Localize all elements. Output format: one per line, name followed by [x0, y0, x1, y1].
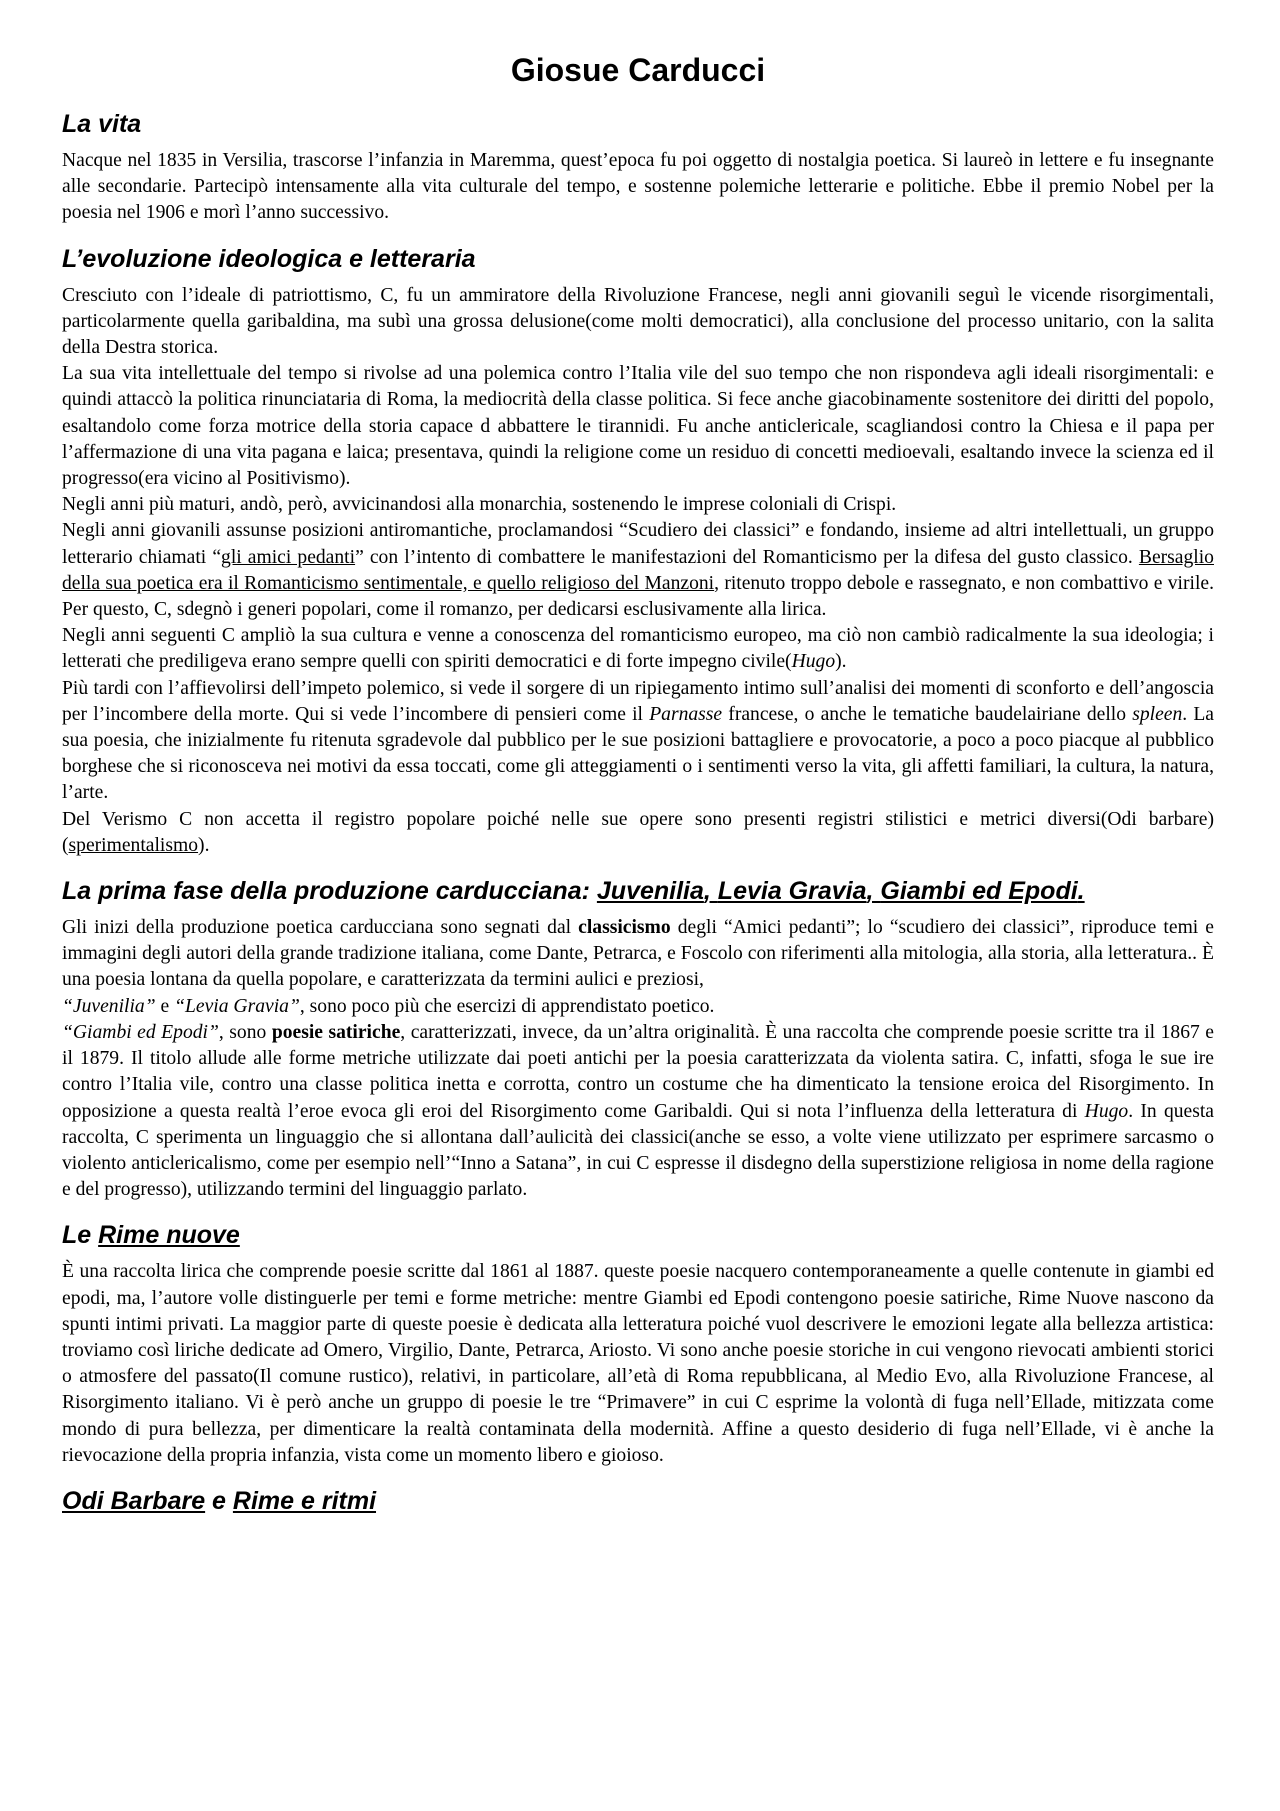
italic-text: “Giambi ed Epodi”	[62, 1021, 219, 1043]
paragraph	[62, 994, 1214, 1020]
paragraph	[62, 915, 1214, 994]
text: . La sua poesia, che inizialmente fu ritenuta sgradevole dal pubblico per le sue posizioni battagliere e provocatorie, a poco a poco piacque al pubblico borghese che si riconosceva nei motivi da essa toccati, come gli atteggiamenti o i sentimenti verso la vita, gli affetti familiari, la cultura, la natura, l’arte.	[62, 703, 1215, 804]
text: Del Verismo C non accetta il registro popolare poiché nelle sue opere sono presenti registri stilistici e metrici diversi(Odi barbare)(	[62, 808, 1214, 856]
heading-text: La prima fase della produzione carducciana:	[62, 877, 597, 906]
section-la-vita	[62, 108, 1214, 227]
heading-text: e	[205, 1486, 233, 1515]
section-evoluzione	[62, 243, 1214, 859]
text: Negli anni seguenti C ampliò la sua cultura e venne a conoscenza del romanticismo europeo, ma ciò non cambiò radicalmente la sua ideologia; i letterati che prediligeva erano sempre quelli con spiriti democratici e di forte impegno civile(	[62, 625, 1214, 673]
section-odi-barbare	[62, 1485, 1214, 1517]
underlined-text: sperimentalismo	[68, 834, 199, 856]
bold-text: classicismo	[578, 917, 671, 939]
text: ” con l’intento di combattere le manifestazioni del Romanticismo per la difesa del gusto classico.	[355, 546, 1139, 568]
text: Gli inizi della produzione poetica carducciana sono segnati dal	[62, 917, 579, 939]
text: Negli anni giovanili assunse posizioni antiromantiche, proclamandosi “Scudiero dei classici” e fondando, insieme ad altri intellettuali, un gruppo letterario chiamati “	[62, 520, 1214, 568]
italic-text: Parnasse	[649, 703, 723, 725]
section-heading: La vita	[62, 110, 142, 138]
text: degli “Amici pedanti”; lo “scudiero dei classici”, riproduce temi e immagini degli autori della grande tradizione italiana, come Dante, Petrarca, e Foscolo con riferimenti alla mitologia, alla storia, alla letteratura.. È una poesia lontana da quella popolare, e caratterizzata da termini aulici e preziosi,	[62, 917, 1215, 991]
heading-underlined: Odi Barbare	[62, 1486, 206, 1515]
text: ).	[198, 834, 210, 856]
italic-text: Hugo	[791, 651, 836, 673]
section-heading	[62, 875, 1214, 907]
paragraph	[62, 1020, 1214, 1203]
paragraph: La sua vita intellettuale del tempo si rivolse ad una polemica contro l’Italia vile del suo tempo che non rispondeva agli ideali risorgimentali: e quindi attaccò la politica rinunciataria di Roma, la mediocrità della classe politica. Si fece anche giacobinamente sostenitore dei diritti del popolo, esaltandolo come forza motrice della storia capace d abbattere le tirannidi. Fu anche anticlericale, scagliandosi contro la Chiesa e il papa per l’affermazione di una vita pagana e laica; presentava, quindi la religione come un residuo di concetti medioevali, esaltando invece la scienza ed il progresso(era vicino al Positivismo).	[62, 363, 1214, 490]
paragraph	[62, 676, 1214, 807]
text: , sono poco più che esercizi di apprendistato poetico.	[299, 995, 715, 1017]
heading-underlined: Levia Gravia	[717, 877, 867, 906]
section-heading	[62, 1485, 1214, 1517]
section-prima-fase	[62, 875, 1214, 1203]
italic-text: Hugo	[1084, 1100, 1129, 1122]
text: , sono	[218, 1021, 272, 1043]
text: Più tardi con l’affievolirsi dell’impeto polemico, si vede il sorgere di un ripiegamento intimo sull’analisi dei momenti di sconforto e dell’angoscia per l’incombere della morte. Qui si vede l’incombere di pensieri come il	[62, 677, 1214, 725]
paragraph	[62, 807, 1214, 859]
section-heading: L’evoluzione ideologica e letteraria	[62, 244, 476, 273]
section-rime-nuove	[62, 1219, 1214, 1469]
italic-text: “Juvenilia”	[62, 995, 156, 1017]
paragraph: Nacque nel 1835 in Versilia, trascorse l’infanzia in Maremma, quest’epoca fu poi oggetto di nostalgia poetica. Si laureò in lettere e fu insegnante alle secondarie. Partecipò intensamente alla vita culturale del tempo, e sostenne polemiche letterarie e politiche. Ebbe il premio Nobel per la poesia nel 1906 e morì l’anno successivo.	[62, 150, 1214, 224]
page-title: Giosue Carducci	[510, 52, 766, 88]
heading-underlined: Juvenilia	[596, 877, 704, 906]
text: francese, o anche le tematiche baudelairiane dello	[722, 703, 1133, 725]
paragraph	[62, 518, 1214, 623]
heading-text: Le	[62, 1221, 99, 1250]
heading-underlined: Rime nuove	[98, 1221, 240, 1250]
heading-underlined: Rime e ritmi	[232, 1486, 377, 1515]
text: e	[155, 995, 175, 1017]
document-page	[62, 50, 1214, 1525]
heading-underlined: ,	[866, 877, 881, 906]
underlined-text: Bersaglio della sua poetica era il Romanticismo sentimentale, e quello religioso del Manzoni	[62, 546, 1214, 594]
text: . In questa raccolta, C sperimenta un linguaggio che si allontana dall’aulicità dei classici(anche se esso, a volte viene utilizzato per esprimere sarcasmo o violento anticlericalismo, come per esempio nell’“Inno a Satana”, in cui C espresse il disdegno della superstizione religiosa in nome della ragione e del progresso), utilizzando termini del linguaggio parlato.	[62, 1100, 1215, 1201]
italic-text: “Levia Gravia”	[174, 995, 300, 1017]
paragraph: Cresciuto con l’ideale di patriottismo, C, fu un ammiratore della Rivoluzione Francese, negli anni giovanili seguì le vicende risorgimentali, particolarmente quella garibaldina, ma subì una grossa delusione(come molti democratici), alla conclusione del processo unitario, con la salita della Destra storica.	[62, 284, 1214, 359]
paragraph	[62, 623, 1214, 675]
paragraph: Negli anni più maturi, andò, però, avvicinandosi alla monarchia, sostenendo le imprese coloniali di Crispi.	[62, 494, 897, 516]
heading-underlined: .	[1077, 877, 1085, 906]
underlined-text: gli amici pedanti	[221, 546, 356, 568]
italic-text: spleen	[1132, 703, 1183, 725]
paragraph: È una raccolta lirica che comprende poesie scritte dal 1861 al 1887. queste poesie nacquero contemporaneamente a quelle contenute in giambi ed epodi, ma, l’autore volle distinguerle per temi e forme metriche: mentre Giambi ed Epodi contengono poesie satiriche, Rime Nuove nascono da spunti intimi privati. La maggior parte di queste poesie è dedicata alla letteratura poiché vuol descrivere le emozioni legate alla bellezza artistica: troviamo così liriche dedicate ad Omero, Virgilio, Dante, Petrarca, Ariosto. Vi sono anche poesie storiche in cui vengono rievocati ambienti storici o atmosfere del passato(Il comune rustico), relativi, in particolare, all’età di Roma repubblicana, al Medio Evo, alla Rivoluzione Francese, al Risorgimento italiano. Vi è però anche un gruppo di poesie le tre “Primavere” in cui C esprime la volontà di fuga nell’Ellade, mitizzata come mondo di pura bellezza, per dimenticare la realtà contaminata della modernità. Affine a questo desiderio di fuga nell’Ellade, vi è anche la rievocazione della propria infanzia, vista come un momento libero e gioioso.	[62, 1261, 1214, 1466]
heading-underlined: Giambi ed Epodi	[880, 877, 1078, 906]
bold-text: poesie satiriche	[271, 1021, 401, 1043]
text: ).	[835, 651, 847, 673]
section-heading	[62, 1219, 1214, 1251]
text: , caratterizzati, invece, da un’altra originalità. È una raccolta che comprende poesie scritte tra il 1867 e il 1879. Il titolo allude alle forme metriche utilizzate dai poeti antichi per la poesia caratterizzata da violenta satira. C, infatti, sfoga le sue ire contro l’Italia vile, contro una classe politica inetta e corrotta, contro un costume che ha dimenticato la tensione eroica del Risorgimento. In opposizione a questa realtà l’eroe evoca gli eroi del Risorgimento come Garibaldi. Qui si nota l’influenza della letteratura di	[62, 1021, 1214, 1122]
text: , ritenuto troppo debole e rassegnato, e non combattivo e virile. Per questo, C, sdegnò i generi popolari, come il romanzo, per dedicarsi esclusivamente alla lirica.	[62, 572, 1214, 621]
heading-underlined: ,	[703, 877, 718, 906]
